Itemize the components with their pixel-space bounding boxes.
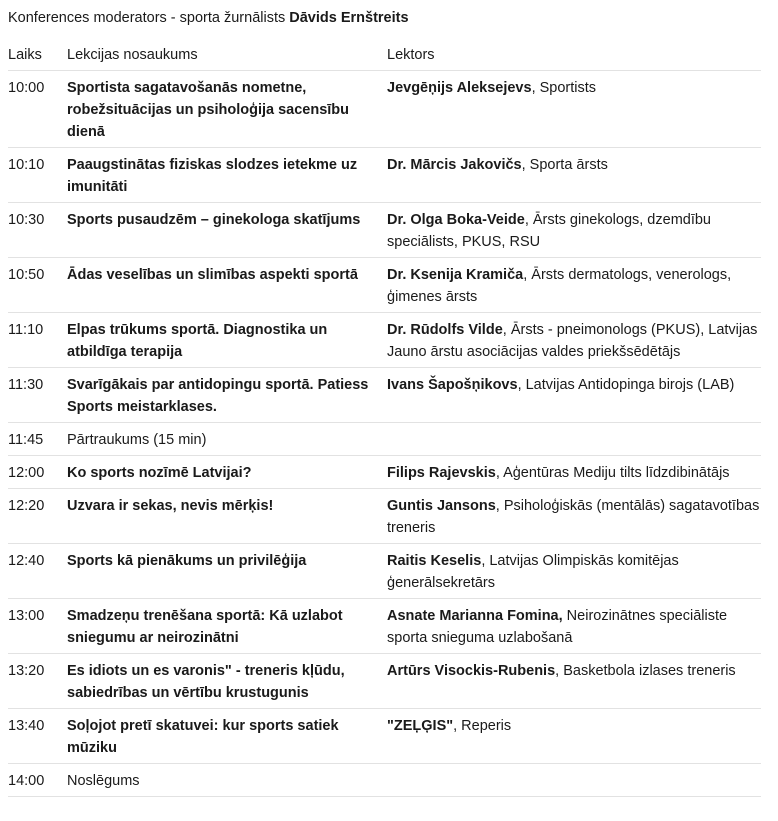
row-speaker <box>387 258 761 313</box>
row-time: 11:45 <box>8 423 67 456</box>
row-lecture-title: Sportista sagatavošanās nometne, robežsituācijas un psiholoģija sacensību dienā <box>67 71 387 148</box>
table-row <box>8 599 761 654</box>
speaker-name: "ZEĻĢIS" <box>387 718 454 734</box>
header-speaker: Lektors <box>387 42 761 71</box>
speaker-role: , Ārsts dermatologs, venerologs, ģimenes ārsts <box>387 267 732 305</box>
row-speaker <box>387 203 761 258</box>
schedule-table <box>8 42 761 797</box>
row-time: 13:00 <box>8 599 67 654</box>
header-time: Laiks <box>8 42 67 71</box>
speaker-role: , Reperis <box>453 718 512 734</box>
table-row <box>8 71 761 148</box>
row-time: 10:00 <box>8 71 67 148</box>
row-lecture-title: Uzvara ir sekas, nevis mērķis! <box>67 489 387 544</box>
row-speaker <box>387 148 761 203</box>
speaker-name: Raitis Keselis <box>387 553 482 569</box>
speaker-name: Artūrs Visockis-Rubenis <box>387 663 556 679</box>
header-title: Lekcijas nosaukums <box>67 42 387 71</box>
row-lecture-title: Sports pusaudzēm – ginekologa skatījums <box>67 203 387 258</box>
speaker-name: Dr. Rūdolfs Vilde <box>387 322 503 338</box>
row-lecture-title: Sports kā pienākums un privilēģija <box>67 544 387 599</box>
moderator-prefix: Konferences moderators - sporta žurnālists <box>8 10 290 26</box>
table-row <box>8 456 761 489</box>
speaker-role: , Ārsts - pneimonologs (PKUS), Latvijas Jauno ārstu asociācijas valdes priekšsēdētājs <box>387 322 758 360</box>
row-time: 11:30 <box>8 368 67 423</box>
table-row <box>8 709 761 764</box>
speaker-role: , Latvijas Olimpiskās komitējas ģenerālsekretārs <box>387 553 679 591</box>
table-row <box>8 423 761 456</box>
table-row <box>8 654 761 709</box>
row-time: 12:40 <box>8 544 67 599</box>
table-row <box>8 313 761 368</box>
speaker-name: Jevgēņijs Aleksejevs <box>387 80 532 96</box>
row-lecture-title: Soļojot pretī skatuvei: kur sports satiek mūziku <box>67 709 387 764</box>
row-lecture-title: Svarīgākais par antidopingu sportā. Patiess Sports meistarklases. <box>67 368 387 423</box>
speaker-role: , Sporta ārsts <box>521 157 608 173</box>
row-speaker <box>387 654 761 709</box>
row-lecture-title: Pārtraukums (15 min) <box>67 423 387 456</box>
row-speaker <box>387 544 761 599</box>
row-time: 10:50 <box>8 258 67 313</box>
row-time: 10:10 <box>8 148 67 203</box>
speaker-name: Dr. Olga Boka-Veide <box>387 212 525 228</box>
row-lecture-title: Ādas veselības un slimības aspekti sportā <box>67 258 387 313</box>
table-row <box>8 544 761 599</box>
speaker-name: Dr. Mārcis Jakovičs <box>387 157 522 173</box>
row-time: 13:20 <box>8 654 67 709</box>
table-row <box>8 203 761 258</box>
row-speaker <box>387 313 761 368</box>
speaker-role: , Aģentūras Mediju tilts līdzdibinātājs <box>495 465 730 481</box>
speaker-role: , Ārsts ginekologs, dzemdību speciālists, PKUS, RSU <box>387 212 711 250</box>
row-speaker <box>387 368 761 423</box>
row-speaker <box>387 71 761 148</box>
table-row <box>8 258 761 313</box>
speaker-name: Filips Rajevskis <box>387 465 496 481</box>
moderator-line <box>8 8 770 28</box>
row-speaker <box>387 599 761 654</box>
row-lecture-title: Es idiots un es varonis" - treneris kļūdu, sabiedrības un vērtību krustugunis <box>67 654 387 709</box>
row-lecture-title: Ko sports nozīmē Latvijai? <box>67 456 387 489</box>
table-row <box>8 368 761 423</box>
row-time: 13:40 <box>8 709 67 764</box>
row-time: 12:00 <box>8 456 67 489</box>
schedule-body <box>8 71 761 797</box>
row-speaker <box>387 456 761 489</box>
row-lecture-title: Smadzeņu trenēšana sportā: Kā uzlabot sniegumu ar neirozinātni <box>67 599 387 654</box>
row-speaker <box>387 423 761 456</box>
speaker-name: Dr. Ksenija Kramiča <box>387 267 524 283</box>
speaker-name: Guntis Jansons <box>387 498 496 514</box>
row-time: 14:00 <box>8 764 67 797</box>
header-row <box>8 42 761 71</box>
speaker-name: Ivans Šapošņikovs <box>387 377 518 393</box>
moderator-name: Dāvids Ernštreits <box>289 10 409 26</box>
row-speaker <box>387 709 761 764</box>
speaker-role: , Latvijas Antidopinga birojs (LAB) <box>517 377 735 393</box>
row-speaker <box>387 764 761 797</box>
row-time: 10:30 <box>8 203 67 258</box>
row-time: 11:10 <box>8 313 67 368</box>
table-row <box>8 764 761 797</box>
row-time: 12:20 <box>8 489 67 544</box>
row-lecture-title: Elpas trūkums sportā. Diagnostika un atbildīga terapija <box>67 313 387 368</box>
speaker-name: Asnate Marianna Fomina, <box>387 608 563 624</box>
row-speaker <box>387 489 761 544</box>
speaker-role: , Psiholoģiskās (mentālās) sagatavotības treneris <box>387 498 760 536</box>
row-lecture-title: Paaugstinātas fiziskas slodzes ietekme uz imunitāti <box>67 148 387 203</box>
speaker-role: Neirozinātnes speciāliste sporta snieguma uzlabošanā <box>387 608 728 646</box>
row-lecture-title: Noslēgums <box>67 764 387 797</box>
speaker-role: , Sportists <box>531 80 597 96</box>
table-row <box>8 489 761 544</box>
table-row <box>8 148 761 203</box>
speaker-role: , Basketbola izlases treneris <box>555 663 736 679</box>
